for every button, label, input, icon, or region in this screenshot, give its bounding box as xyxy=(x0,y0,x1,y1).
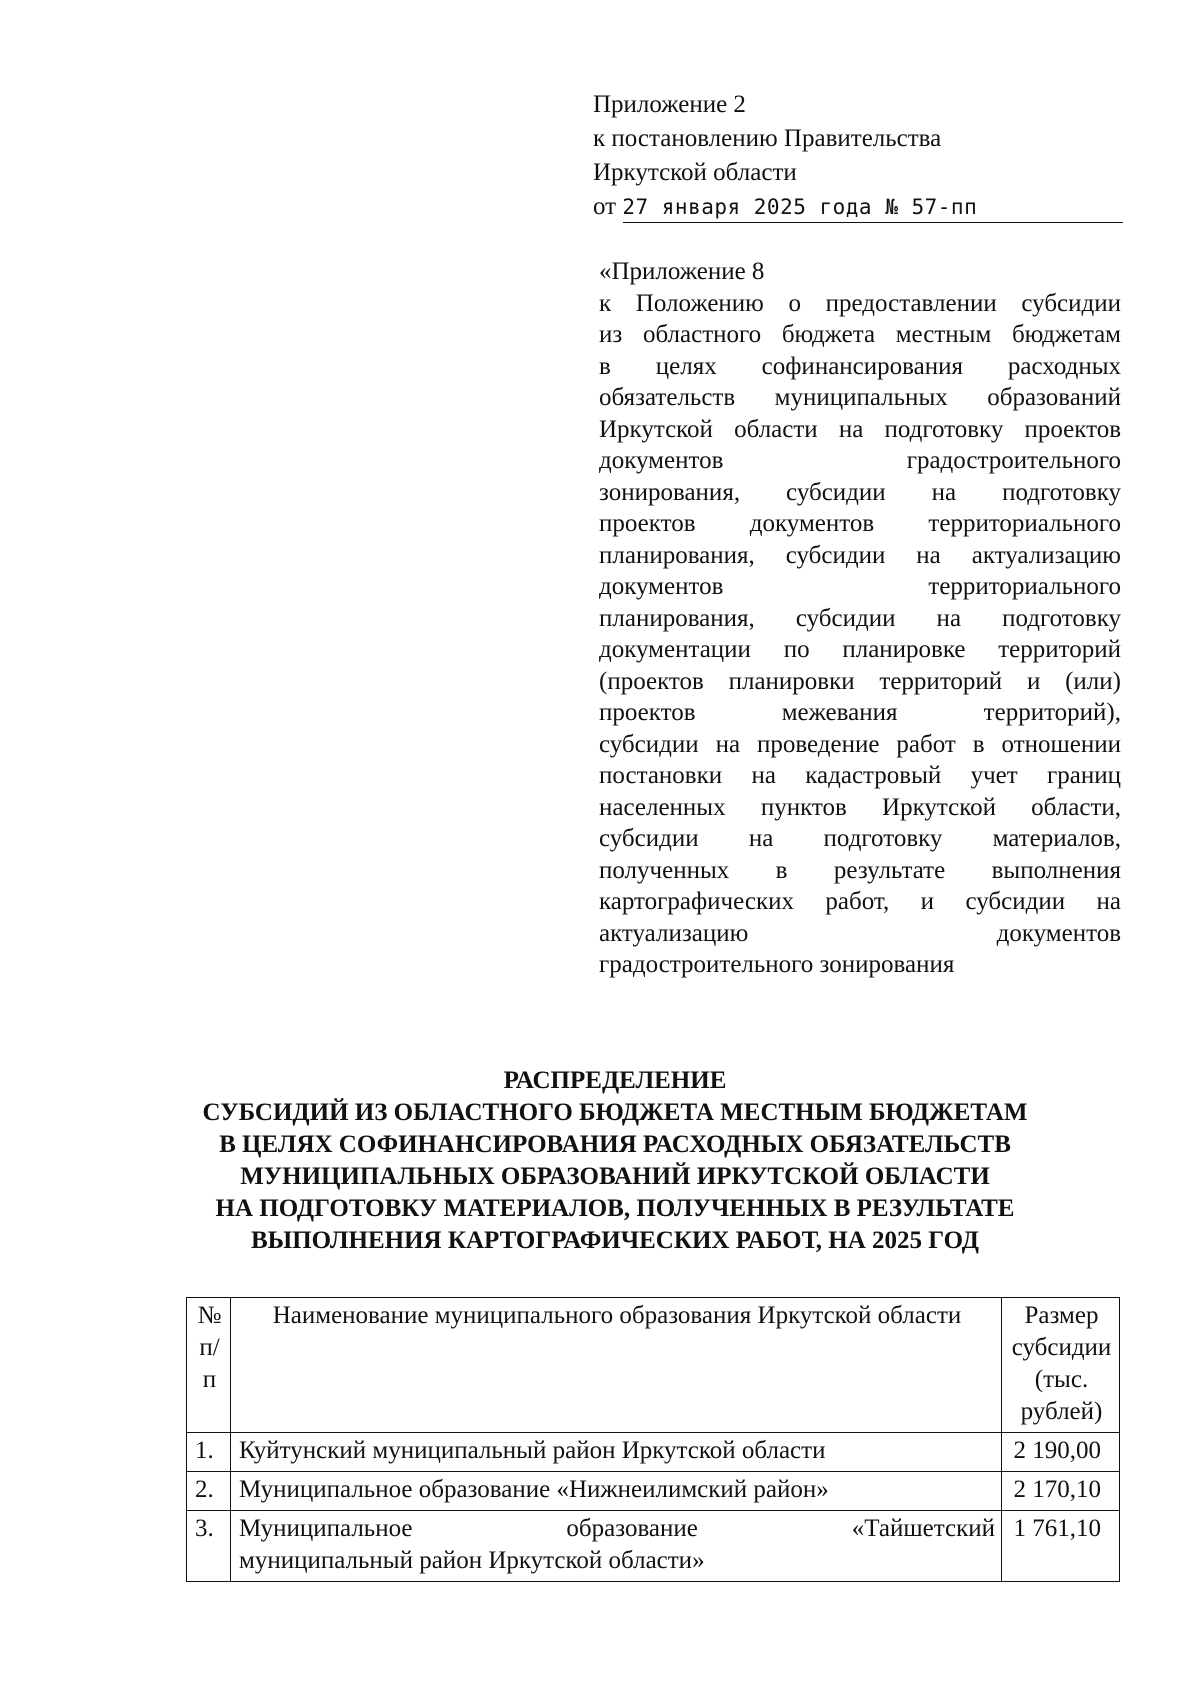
appendix-region: Иркутской области xyxy=(593,159,797,186)
heading-line: В ЦЕЛЯХ СОФИНАНСИРОВАНИЯ РАСХОДНЫХ ОБЯЗАТЕЛЬСТВ xyxy=(219,1131,1011,1158)
sub-appendix-line: к Положению о предоставлении субсидии xyxy=(599,289,1121,317)
sub-appendix-line: зонирования, субсидии на подготовку xyxy=(599,478,1121,506)
sub-appendix-line: Иркутской области на подготовку проектов xyxy=(599,415,1121,443)
header-amount-line: Размер xyxy=(1024,1302,1099,1329)
table-row xyxy=(187,1472,1120,1511)
sub-appendix-line: полученных в результате выполнения xyxy=(599,856,1121,884)
header-amount-line: рублей) xyxy=(1020,1398,1103,1425)
header-amount xyxy=(1002,1298,1120,1433)
table-row xyxy=(187,1433,1120,1472)
sub-appendix-lines xyxy=(599,288,1121,950)
appendix-resolution: к постановлению Правительства xyxy=(593,125,942,152)
row-amount: 2 190,00 xyxy=(1002,1433,1120,1472)
sub-appendix-line: обязательств муниципальных образований xyxy=(599,384,1121,411)
row-name xyxy=(231,1511,1002,1582)
heading-line: МУНИЦИПАЛЬНЫХ ОБРАЗОВАНИЙ ИРКУТСКОЙ ОБЛАСТИ xyxy=(240,1163,990,1190)
sub-appendix-line: субсидии на подготовку материалов, xyxy=(599,825,1121,852)
row-num: 1. xyxy=(187,1433,231,1472)
sub-appendix-line: планирования, субсидии на подготовку xyxy=(599,604,1121,632)
header-num-line1: № xyxy=(197,1302,222,1329)
header-name: Наименование муниципального образования Иркутской области xyxy=(231,1298,1002,1433)
table-body xyxy=(187,1433,1120,1582)
row-amount: 1 761,10 xyxy=(1002,1511,1120,1582)
sub-appendix xyxy=(599,256,1121,981)
sub-appendix-line: субсидии на проведение работ в отношении xyxy=(599,730,1121,758)
sub-appendix-line: документов территориального xyxy=(599,573,1121,600)
sub-appendix-title: «Приложение 8 xyxy=(599,258,765,285)
header-amount-line: (тыс. xyxy=(1034,1366,1089,1393)
row-name-line1: Муниципальное образование «Тайшетский xyxy=(239,1515,995,1542)
header-num-line2: п/п xyxy=(199,1334,220,1393)
sub-appendix-line: документации по планировке территорий xyxy=(599,636,1121,663)
date-prefix: от xyxy=(593,193,617,220)
header-amount-line: субсидии xyxy=(1011,1334,1112,1361)
sub-appendix-line: в целях софинансирования расходных xyxy=(599,352,1121,380)
heading-title: РАСПРЕДЕЛЕНИЕ xyxy=(503,1067,727,1094)
appendix-date xyxy=(593,190,1123,224)
sub-appendix-line: актуализацию документов xyxy=(599,919,1121,947)
sub-appendix-line: из областного бюджета местным бюджетам xyxy=(599,321,1121,348)
sub-appendix-line: картографических работ, и субсидии на xyxy=(599,888,1121,915)
row-num: 2. xyxy=(187,1472,231,1511)
row-name: Куйтунский муниципальный район Иркутской области xyxy=(231,1433,1002,1472)
heading-line: ВЫПОЛНЕНИЯ КАРТОГРАФИЧЕСКИХ РАБОТ, НА 2025 ГОД xyxy=(251,1227,979,1254)
row-amount: 2 170,10 xyxy=(1002,1472,1120,1511)
subsidy-table xyxy=(186,1297,1120,1582)
date-value: 27 января 2025 года № 57-пп xyxy=(622,195,978,219)
date-underline xyxy=(623,222,1123,223)
appendix-header xyxy=(593,88,1123,224)
appendix-title: Приложение 2 xyxy=(593,91,746,118)
row-name-line2: муниципальный район Иркутской области» xyxy=(239,1547,705,1574)
document-heading xyxy=(150,1065,1080,1257)
heading-line: СУБСИДИЙ ИЗ ОБЛАСТНОГО БЮДЖЕТА МЕСТНЫМ БЮДЖЕТАМ xyxy=(202,1099,1028,1126)
sub-appendix-line: проектов документов территориального xyxy=(599,510,1121,537)
sub-appendix-last-line: градостроительного зонирования xyxy=(599,951,955,978)
sub-appendix-line: планирования, субсидии на актуализацию xyxy=(599,541,1121,569)
table-header-row xyxy=(187,1298,1120,1433)
sub-appendix-line: проектов межевания территорий), xyxy=(599,699,1121,726)
heading-line: НА ПОДГОТОВКУ МАТЕРИАЛОВ, ПОЛУЧЕННЫХ В РЕЗУЛЬТАТЕ xyxy=(215,1195,1015,1222)
sub-appendix-line: населенных пунктов Иркутской области, xyxy=(599,793,1121,821)
sub-appendix-line: документов градостроительного xyxy=(599,447,1121,474)
row-name: Муниципальное образование «Нижнеилимский район» xyxy=(231,1472,1002,1511)
table-row xyxy=(187,1511,1120,1582)
header-num xyxy=(187,1298,231,1433)
sub-appendix-line: (проектов планировки территорий и (или) xyxy=(599,667,1121,695)
sub-appendix-line: постановки на кадастровый учет границ xyxy=(599,762,1121,789)
row-num: 3. xyxy=(187,1511,231,1582)
